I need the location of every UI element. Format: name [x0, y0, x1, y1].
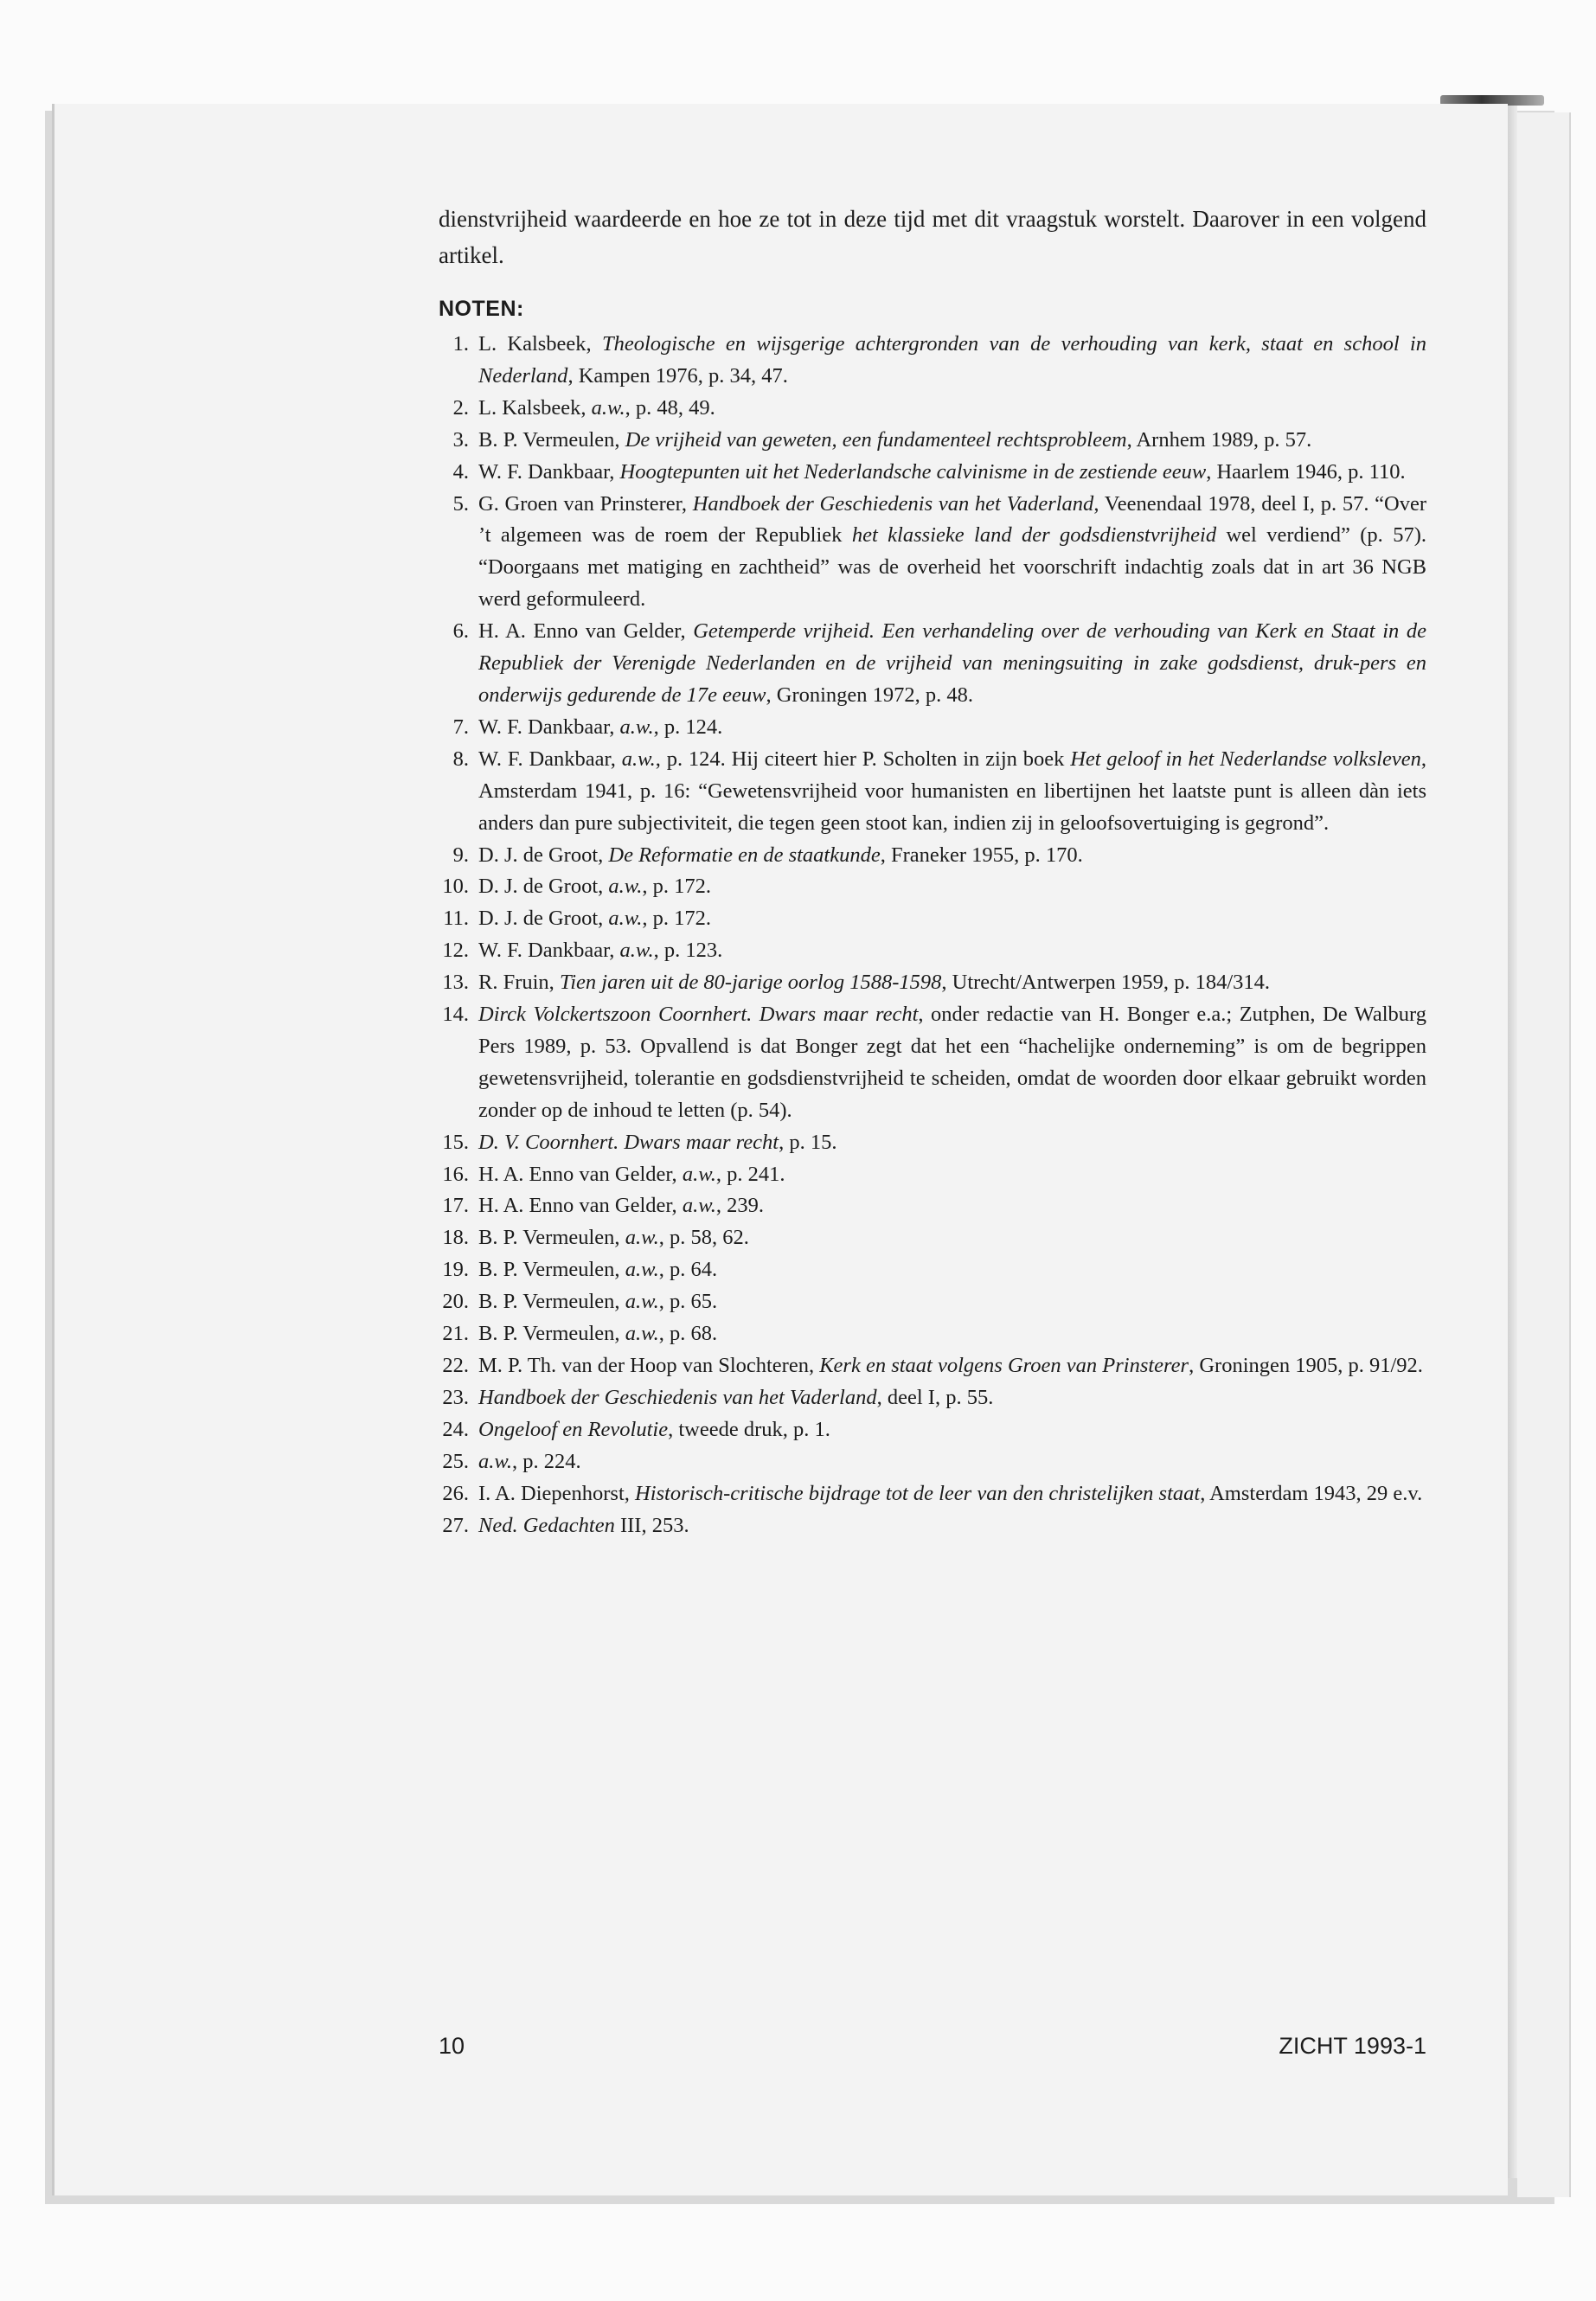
footnote-number: 17. [442, 1194, 469, 1218]
footnote-text-segment: , Franeker 1955, p. 170. [880, 843, 1083, 867]
footnote-title-italic: a.w. [682, 1162, 716, 1186]
footnote-title-italic: a.w. [621, 747, 656, 771]
footnote-text-segment: III, 253. [614, 1513, 689, 1537]
footnote-text-segment: , p. 224. [512, 1449, 581, 1473]
footnote [439, 1510, 1426, 1542]
footnote-text [478, 1222, 1426, 1254]
page-content [439, 201, 1426, 1541]
footnote-text-segment: D. J. de Groot, [478, 843, 609, 867]
footnote-number: 18. [442, 1226, 469, 1250]
footnote-text-segment: M. P. Th. van der Hoop van Slochteren, [478, 1354, 820, 1377]
footnote-number: 3. [452, 427, 469, 452]
footnote [439, 1222, 1426, 1254]
footnote [439, 1478, 1426, 1510]
footnote [439, 393, 1426, 425]
footnote-text-segment: W. F. Dankbaar, [478, 459, 620, 484]
footnote-number: 26. [442, 1481, 469, 1505]
footnote-text [478, 967, 1426, 999]
footnote-number: 9. [452, 843, 469, 867]
footnote-text [478, 393, 1426, 425]
footnote-number: 2. [452, 395, 469, 420]
footnote-text [478, 712, 1426, 744]
footnote-text [478, 1254, 1426, 1286]
footnote-title-italic: a.w. [682, 1194, 716, 1218]
footnote-text-segment: H. A. Enno van Gelder, [478, 619, 694, 644]
footnote-text-segment: , p. 123. [653, 939, 723, 963]
next-page-edge [1517, 112, 1571, 2197]
footnote [439, 425, 1426, 457]
footnote-title-italic: a.w. [608, 907, 643, 931]
footnote-number: 21. [442, 1322, 469, 1346]
footnote [439, 1446, 1426, 1478]
footnote-title-italic: Handboek der Geschiedenis van het Vaderland [478, 1385, 877, 1409]
footnote-text-segment: W. F. Dankbaar, [478, 747, 622, 771]
footnote-text-segment: , Kampen 1976, p. 34, 47. [567, 363, 788, 388]
footnote-title-italic: a.w. [625, 1258, 659, 1282]
footnote-text-segment: , p. 15. [779, 1130, 837, 1154]
footnote [439, 1127, 1426, 1159]
footnote [439, 1159, 1426, 1191]
footnote-text-segment: R. Fruin, [478, 971, 560, 995]
footnote-text [478, 616, 1426, 712]
footnote-text [478, 744, 1426, 840]
footnote-title-italic: a.w. [619, 715, 654, 739]
footnote-number: 20. [442, 1290, 469, 1314]
footnote [439, 1414, 1426, 1446]
footnote-text [478, 840, 1426, 872]
footnote [439, 616, 1426, 712]
footnote-text [478, 1382, 1426, 1414]
footnote [439, 840, 1426, 872]
footnote-title-italic: a.w. [625, 1322, 659, 1346]
footnote-number: 8. [452, 747, 469, 771]
footnote-text [478, 1159, 1426, 1191]
footnote-text [478, 1318, 1426, 1350]
footnote-text-segment: , Haarlem 1946, p. 110. [1206, 459, 1406, 484]
footnote-text-segment: , p. 241. [715, 1162, 785, 1186]
notes-heading: NOTEN: [439, 297, 524, 321]
footnote-text-segment: , Utrecht/Antwerpen 1959, p. 184/314. [941, 971, 1271, 995]
footnote-text-segment: I. A. Diepenhorst, [478, 1481, 635, 1505]
footnote [439, 457, 1426, 489]
footnote-title-italic: Ned. Gedachten [478, 1513, 615, 1537]
footnote-text-segment: , Arnhem 1989, p. 57. [1126, 427, 1312, 452]
footnote-text [478, 1190, 1426, 1222]
footnote [439, 935, 1426, 967]
footnote-number: 19. [442, 1258, 469, 1282]
footnote-text-segment: , Amsterdam 1943, 29 e.v. [1200, 1481, 1423, 1505]
footnote-title-italic: Hoogtepunten uit het Nederlandsche calvinisme in de zestiende eeuw [619, 459, 1207, 484]
footnote-text-segment: , Groningen 1972, p. 48. [766, 683, 974, 707]
footnote-text [478, 1127, 1426, 1159]
footnote-number: 16. [442, 1162, 469, 1186]
footnote-text [478, 935, 1426, 967]
footnote [439, 329, 1426, 393]
footnote-title-italic: het klassieke land der godsdienstvrijheid [851, 523, 1217, 548]
footnote-title-italic: Het geloof in het Nederlandse volksleven [1070, 747, 1421, 771]
footnote [439, 1254, 1426, 1286]
footnote-text [478, 1510, 1426, 1542]
footnote-text [478, 329, 1426, 393]
footnote-text-segment: , p. 172. [642, 907, 712, 931]
footnote-number: 4. [452, 459, 469, 484]
footnote-title-italic: Kerk en staat volgens Groen van Prinsterer [819, 1354, 1189, 1377]
footnote-number: 13. [442, 971, 469, 995]
footnote-title-italic: Historisch-critische bijdrage tot de leer van den christelijken staat [635, 1481, 1201, 1505]
footnote-title-italic: a.w. [619, 939, 654, 963]
footnote [439, 967, 1426, 999]
footnote-text-segment: W. F. Dankbaar, [478, 715, 620, 739]
footnote-text-segment: H. A. Enno van Gelder, [478, 1162, 683, 1186]
footnote-text-segment: B. P. Vermeulen, [478, 427, 625, 452]
footnote-number: 23. [442, 1385, 469, 1409]
footnote-title-italic: Handboek der Geschiedenis van het Vaderland [692, 491, 1094, 516]
footnote-text-segment: , deel I, p. 55. [876, 1385, 994, 1409]
footnote-text [478, 903, 1426, 935]
footnote-title-italic: De Reformatie en de staatkunde [608, 843, 881, 867]
footnote-text-segment: , onder redactie van H. Bonger e.a.; Zutphen, De Walburg Pers 1989, p. 53. Opvallend is dat Bonger zegt dat het een “hachelijke onderneming” is om de begrippen gewetensvrijheid, tolerantie en godsdienstvrijheid te scheiden, omdat de woorden door elkaar gebruikt worden zonder op de inhoud te letten (p. 54). [478, 1003, 1426, 1122]
footnote-number: 7. [452, 715, 469, 739]
footnote-text-segment: , p. 124. Hij citeert hier P. Scholten in zijn boek [655, 747, 1071, 771]
footnote-text [478, 1414, 1426, 1446]
footnote-text [478, 1350, 1426, 1382]
footnote [439, 744, 1426, 840]
footnote-text [478, 425, 1426, 457]
footnote-text-segment: , p. 172. [642, 875, 712, 899]
footnote-text [478, 1286, 1426, 1318]
footnote-title-italic: Theologische en wijsgerige achtergronden van de verhouding van kerk, staat en school in Nederland [478, 332, 1426, 388]
footnote-title-italic: a.w. [625, 1226, 659, 1250]
footnote-text [478, 489, 1426, 617]
footnote-text-segment: G. Groen van Prinsterer, [478, 491, 693, 516]
footnote-text [478, 1446, 1426, 1478]
notes-list [439, 329, 1426, 1541]
footnote-text-segment: L. Kalsbeek, [478, 395, 592, 420]
footnote-title-italic: a.w. [591, 395, 625, 420]
footnote-number: 1. [452, 332, 469, 356]
footnote-title-italic: De vrijheid van geweten, een fundamenteel rechtsprobleem [625, 427, 1127, 452]
footnote-text-segment: D. J. de Groot, [478, 875, 609, 899]
footnote-text-segment: L. Kalsbeek, [478, 332, 602, 356]
footnote-text-segment: , p. 124. [653, 715, 723, 739]
footnote [439, 489, 1426, 617]
footnote-number: 10. [442, 875, 469, 899]
footnote-text [478, 457, 1426, 489]
footnote [439, 712, 1426, 744]
footnote [439, 999, 1426, 1127]
footnote-number: 11. [443, 907, 469, 931]
footnote-number: 14. [442, 1003, 469, 1027]
footnote [439, 1190, 1426, 1222]
footnote-text-segment: , p. 58, 62. [658, 1226, 749, 1250]
footnote-text-segment: , Veenendaal 1978, deel I, p. 57. “Over ’t algemeen was de roem der Republiek [478, 491, 1427, 548]
footnote-text-segment: , Groningen 1905, p. 91/92. [1189, 1354, 1423, 1377]
footnote-number: 22. [442, 1354, 469, 1377]
footnote-number: 5. [452, 491, 469, 516]
footnote-number: 12. [442, 939, 469, 963]
footnote [439, 1318, 1426, 1350]
footnote [439, 1382, 1426, 1414]
footnote-text-segment: D. J. de Groot, [478, 907, 609, 931]
footnote-title-italic: a.w. [478, 1449, 513, 1473]
footnote-title-italic: a.w. [625, 1290, 659, 1314]
footnote-text [478, 871, 1426, 903]
footnote-number: 15. [442, 1130, 469, 1154]
footnote-title-italic: Dirck Volckertszoon Coornhert. Dwars maar recht [478, 1003, 919, 1027]
footnote-number: 24. [442, 1417, 469, 1441]
footnote-text-segment: , p. 68. [658, 1322, 718, 1346]
footnote-number: 6. [452, 619, 469, 644]
footnote-text [478, 999, 1426, 1127]
footnote-title-italic: a.w. [608, 875, 643, 899]
footnote-text-segment: B. P. Vermeulen, [478, 1258, 625, 1282]
footnote-text-segment: B. P. Vermeulen, [478, 1322, 625, 1346]
footnote-text [478, 1478, 1426, 1510]
footnote [439, 871, 1426, 903]
page-number: 10 [439, 2033, 465, 2059]
footnote-text-segment: , p. 65. [658, 1290, 718, 1314]
footnote-text-segment: B. P. Vermeulen, [478, 1226, 625, 1250]
intro-paragraph: dienstvrijheid waardeerde en hoe ze tot in deze tijd met dit vraagstuk worstelt. Daarover in een volgend artikel. [439, 206, 1426, 268]
footnote-text-segment: wel verdiend” (p. 57). “Doorgaans met matiging en zachtheid” was de overheid het voorschrift indachtig zoals dat in art 36 NGB werd geformuleerd. [478, 523, 1427, 612]
footnote-text-segment: , p. 64. [658, 1258, 718, 1282]
footnote-text-segment: , p. 48, 49. [625, 395, 715, 420]
footnote-text-segment: B. P. Vermeulen, [478, 1290, 625, 1314]
footnote-title-italic: Ongeloof en Revolutie [478, 1417, 669, 1441]
footnote [439, 1286, 1426, 1318]
footnote-number: 27. [442, 1513, 469, 1537]
footnote-text-segment: , Amsterdam 1941, p. 16: “Gewetensvrijheid voor humanisten en libertijnen het laatste punt is alleen dàn iets anders dan pure subjectiviteit, die tegen geen stoot kan, indien zij in geloofsovertuiging is gegrond”. [478, 747, 1426, 835]
footnote-text-segment: W. F. Dankbaar, [478, 939, 620, 963]
journal-issue: ZICHT 1993-1 [1279, 2033, 1426, 2059]
footnote-title-italic: Getemperde vrijheid. Een verhandeling over de verhouding van Kerk en Staat in de Republiek der Verenigde Nederlanden en de vrijheid van meningsuiting in zake godsdienst, druk-pers en onderwijs gedurende de 17e eeuw [478, 619, 1426, 707]
footnote [439, 1350, 1426, 1382]
footnote-number: 25. [442, 1449, 469, 1473]
footnote-text-segment: , 239. [715, 1194, 764, 1218]
footnote-title-italic: D. V. Coornhert. Dwars maar recht [478, 1130, 779, 1154]
footnote-text-segment: H. A. Enno van Gelder, [478, 1194, 683, 1218]
footnote [439, 903, 1426, 935]
footnote-text-segment: , tweede druk, p. 1. [668, 1417, 830, 1441]
footnote-title-italic: Tien jaren uit de 80-jarige oorlog 1588-1598 [559, 971, 942, 995]
